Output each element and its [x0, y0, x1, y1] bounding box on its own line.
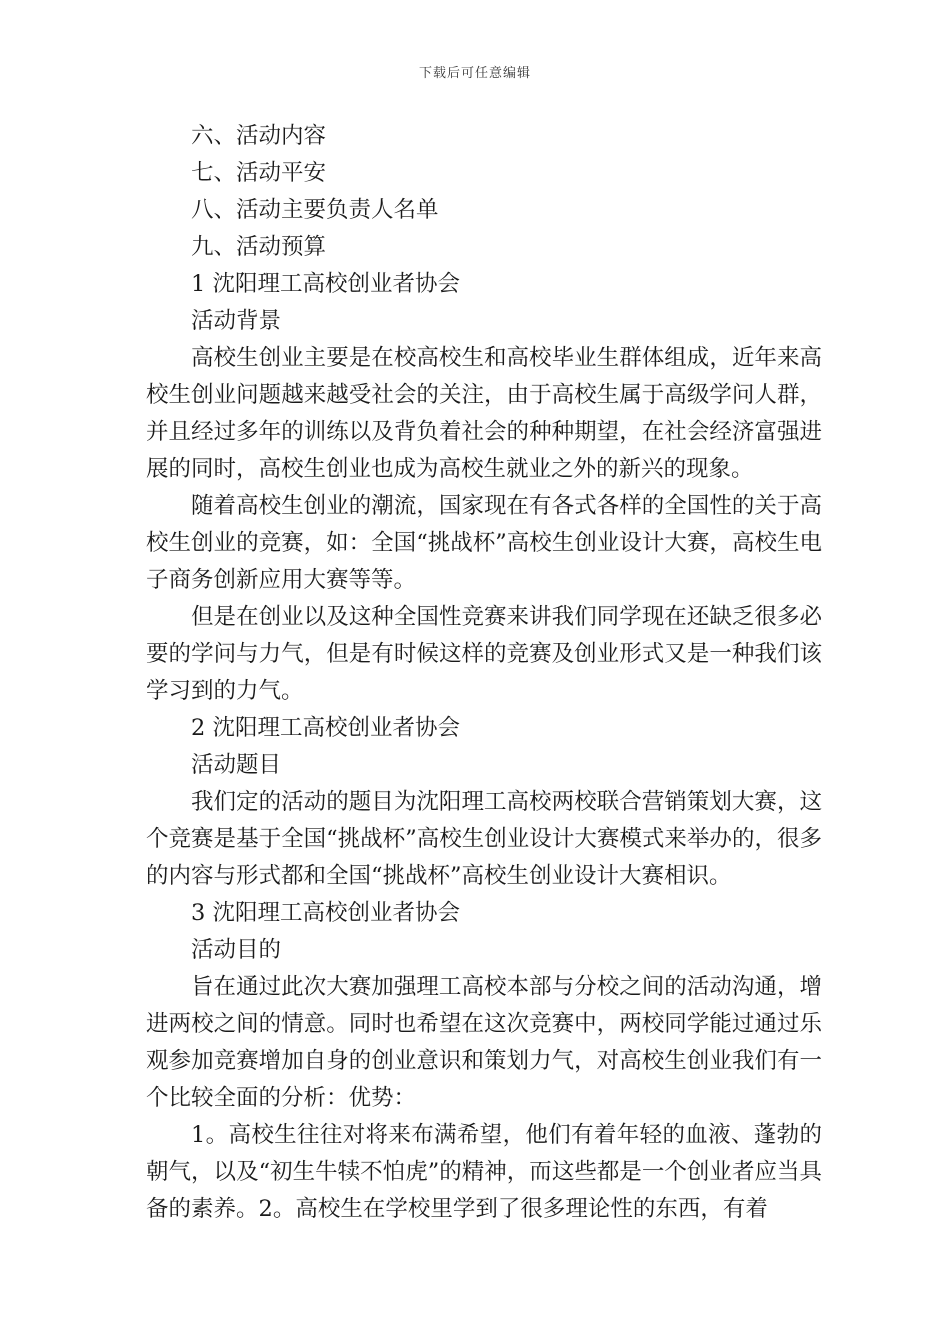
paragraph-purpose: 旨在通过此次大赛加强理工高校本部与分校之间的活动沟通，增进两校之间的情意。同时也希望在这次竞赛中，两校同学能过通过乐观参加竞赛增加自身的创业意识和策划力气，对高校生创业我们有一个比较全面的分析：优势：: [146, 974, 822, 1111]
outline-item-9: 九、活动预算: [191, 234, 327, 260]
paragraph-background-1: 高校生创业主要是在校高校生和高校毕业生群体组成，近年来高校生创业问题越来越受社会的关注，由于高校生属于高级学问人群，并且经过多年的训练以及背负着社会的种种期望，在社会经济富强进展的同时，高校生创业也成为高校生就业之外的新兴的现象。: [146, 345, 822, 482]
outline-item-7: 七、活动平安: [191, 160, 327, 186]
section-heading-3: 3 沈阳理工高校创业者协会: [191, 900, 460, 926]
paragraph-advantages: 1。高校生往往对将来布满希望，他们有着年轻的血液、蓬勃的朝气，以及“初生牛犊不怕虎”的精神，而这些都是一个创业者应当具备的素养。2。高校生在学校里学到了很多理论性的东西，有着: [146, 1122, 822, 1222]
paragraph-background-3: 但是在创业以及这种全国性竞赛来讲我们同学现在还缺乏很多必要的学问与力气，但是有时候这样的竞赛及创业形式又是一种我们该学习到的力气。: [146, 604, 822, 704]
page-header: 下载后可任意编辑: [418, 66, 531, 81]
paragraph-background-2: 随着高校生创业的潮流，国家现在有各式各样的全国性的关于高校生创业的竞赛，如：全国“挑战杯”高校生创业设计大赛，高校生电子商务创新应用大赛等等。: [146, 493, 822, 593]
document-body: [146, 118, 822, 1228]
section-subheading-purpose: 活动目的: [191, 937, 282, 963]
section-subheading-background: 活动背景: [191, 308, 282, 334]
section-heading-1: 1 沈阳理工高校创业者协会: [191, 271, 460, 297]
section-heading-2: 2 沈阳理工高校创业者协会: [191, 715, 460, 741]
outline-item-6: 六、活动内容: [191, 123, 327, 149]
outline-item-8: 八、活动主要负责人名单: [191, 197, 439, 223]
section-subheading-topic: 活动题目: [191, 752, 282, 778]
paragraph-topic: 我们定的活动的题目为沈阳理工高校两校联合营销策划大赛，这个竞赛是基于全国“挑战杯”高校生创业设计大赛模式来举办的，很多的内容与形式都和全国“挑战杯”高校生创业设计大赛相识。: [146, 789, 822, 889]
